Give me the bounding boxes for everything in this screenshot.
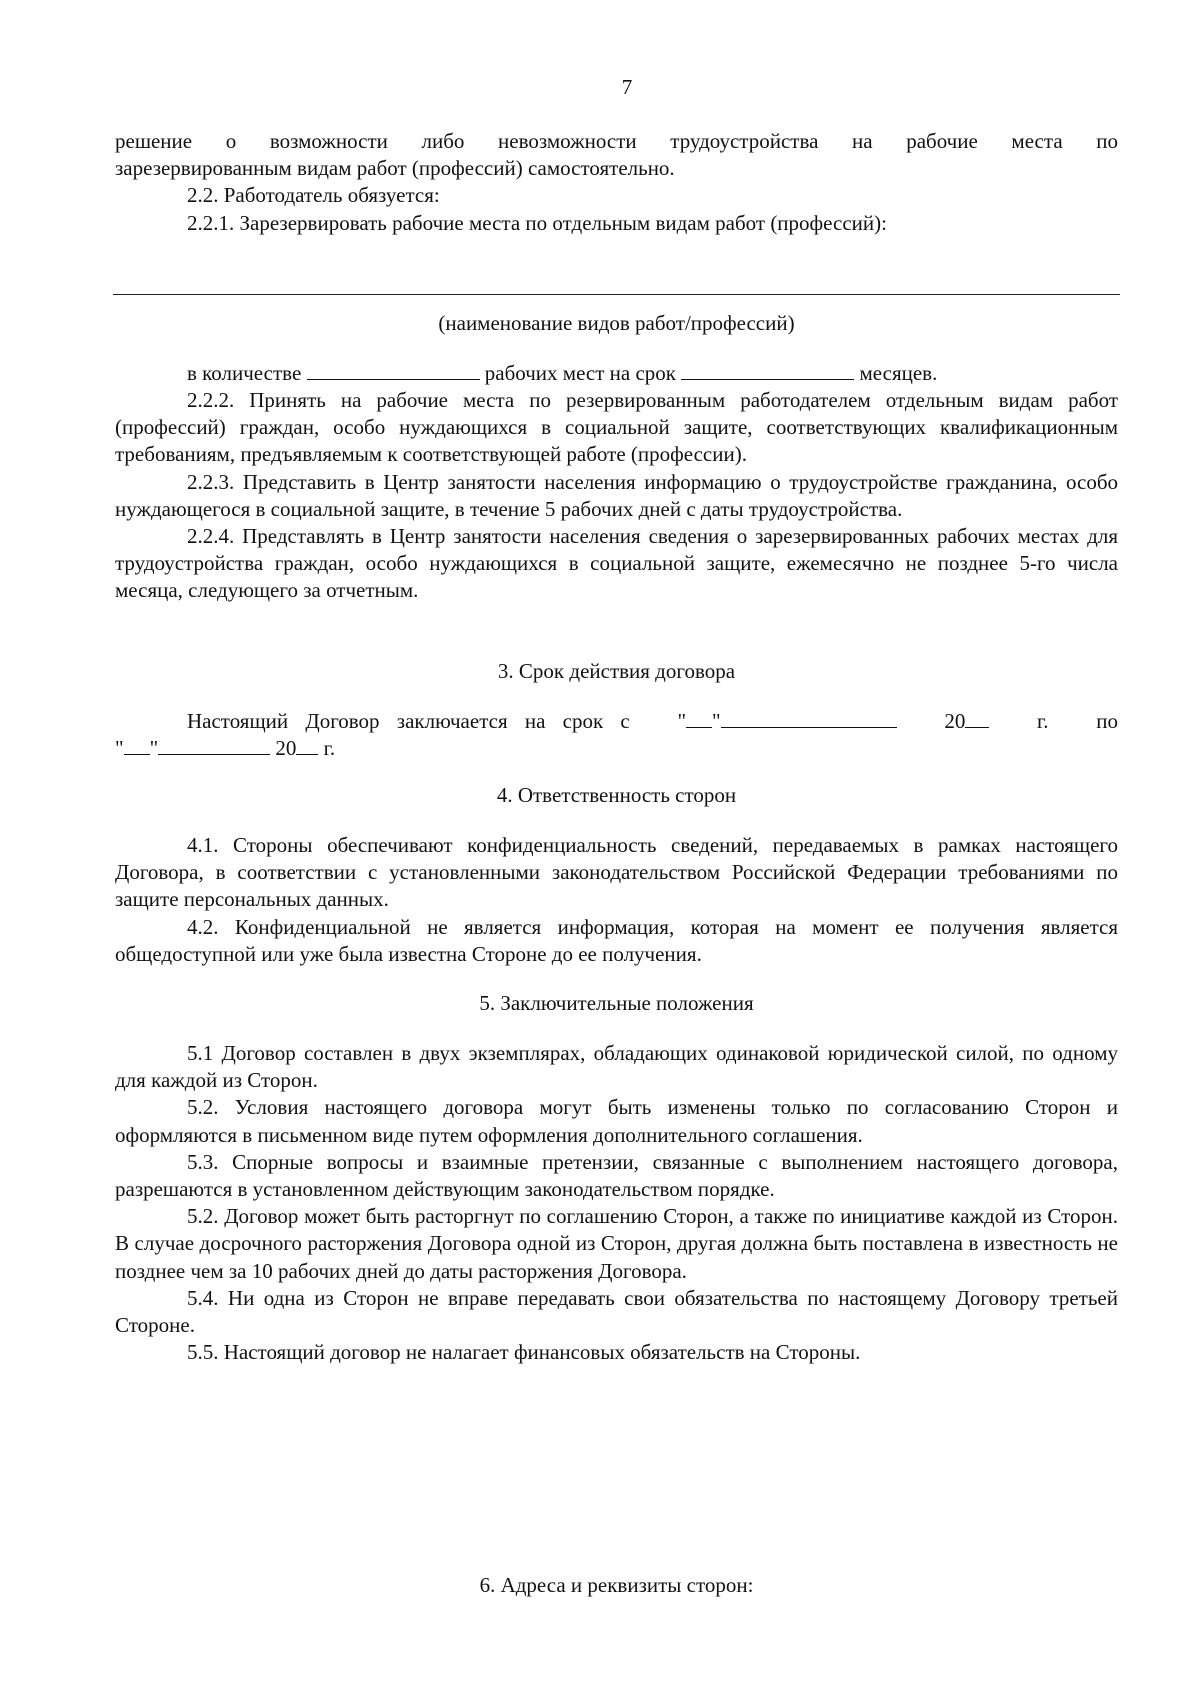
term-line-1 <box>187 708 1118 735</box>
clause-5-4: 5.4. Ни одна из Сторон не вправе передавать свои обязательства по настоящему Договору третьей Стороне. <box>115 1285 1118 1338</box>
quantity-prefix: в количестве <box>187 361 302 385</box>
intro-paragraph <box>115 128 1118 237</box>
start-month-blank <box>721 709 897 728</box>
term-po: по <box>1096 709 1118 733</box>
intro-line-1: решение о возможности либо невозможности трудоустройства на рабочие места по <box>115 129 1118 153</box>
term-end-year-suffix: г. <box>323 736 336 760</box>
clause-5-2-b: 5.2. Договор может быть расторгнут по соглашению Сторон, а также по инициативе каждой из Сторон. В случае досрочного расторжения Договора одной из Сторон, другая должна быть поставлена в известность не позднее чем за 10 рабочих дней до даты расторжения Договора. <box>115 1204 1118 1283</box>
term-text: Настоящий Договор заключается на срок с <box>187 709 630 733</box>
quantity-suffix: месяцев. <box>859 361 938 385</box>
clauses-2-2-2-to-2-2-4 <box>115 387 1118 605</box>
clause-2-2: 2.2. Работодатель обязуется: <box>187 183 440 208</box>
section-5-title: 5. Заключительные положения <box>479 991 754 1015</box>
section-4-body <box>115 832 1118 968</box>
section-5-body <box>115 1040 1118 1366</box>
section-4-title: 4. Ответственность сторон <box>496 783 737 807</box>
clause-2-2-2: 2.2.2. Принять на рабочие места по резервированным работодателем отдельным видам работ (профессий) граждан, особо нуждающихся в социальной защите, соответствующих квалификационным требованиям, предъявляемым к соответствующей работе (профессии). <box>115 388 1118 467</box>
quantity-blank <box>307 361 480 380</box>
clause-5-2-a: 5.2. Условия настоящего договора могут быть изменены только по согласованию Сторон и оформляются в письменном виде путем оформления дополнительного соглашения. <box>115 1095 1118 1147</box>
professions-caption: (наименование видов работ/профессий) <box>438 311 795 335</box>
term-start-year: 20 <box>944 708 989 735</box>
clause-5-5: 5.5. Настоящий договор не налагает финансовых обязательств на Стороны. <box>187 1340 861 1365</box>
clause-4-1: 4.1. Стороны обеспечивают конфиденциальность сведений, передаваемых в рамках настоящего Договора, в соответствии с установленными законодательством Российской Федерации требованиями по защите персональных данных. <box>115 833 1118 912</box>
section-6-title: 6. Адреса и реквизиты сторон: <box>479 1573 754 1597</box>
term-blank <box>681 361 854 380</box>
end-year-blank <box>296 736 318 755</box>
intro-line-2: зарезервированным видам работ (профессий) самостоятельно. <box>115 156 675 181</box>
quantity-middle: рабочих мест на срок <box>484 361 676 385</box>
quantity-line <box>187 360 1190 387</box>
page-number: 7 <box>621 75 633 99</box>
start-day-blank <box>686 709 712 728</box>
clause-5-3: 5.3. Спорные вопросы и взаимные претензии, связанные с выполнением настоящего договора, разрешаются в установленном действующим законодательством порядке. <box>115 1149 1118 1202</box>
term-start-date: " " <box>677 708 896 735</box>
term-end-year: 20 <box>275 736 318 760</box>
start-year-blank <box>965 709 989 728</box>
clause-5-1: 5.1 Договор составлен в двух экземплярах, обладающих одинаковой юридической силой, по одному для каждой из Сторон. <box>115 1041 1118 1093</box>
term-start-year-suffix: г. <box>1037 709 1049 733</box>
clause-2-2-1: 2.2.1. Зарезервировать рабочие места по отдельным видам работ (профессий): <box>187 210 887 235</box>
clause-2-2-3: 2.2.3. Представить в Центр занятости населения информацию о трудоустройстве гражданина, особо нуждающегося в социальной защите, в течение 5 рабочих дней с даты трудоустройства. <box>115 469 1118 521</box>
clause-4-2: 4.2. Конфиденциальной не является информация, которая на момент ее получения является общедоступной или уже была известна Стороне до ее получения. <box>115 914 1118 966</box>
term-line-2 <box>115 735 1118 762</box>
professions-underline <box>113 294 1120 295</box>
term-end-date: " " <box>115 736 270 760</box>
end-month-blank <box>158 736 270 755</box>
section-3-title: 3. Срок действия договора <box>497 659 736 683</box>
end-day-blank <box>124 736 150 755</box>
clause-2-2-4: 2.2.4. Представлять в Центр занятости населения сведения о зарезервированных рабочих местах для трудоустройства граждан, особо нуждающихся в социальной защите, ежемесячно не позднее 5-го числа месяца, следующего за отчетным. <box>115 524 1118 603</box>
